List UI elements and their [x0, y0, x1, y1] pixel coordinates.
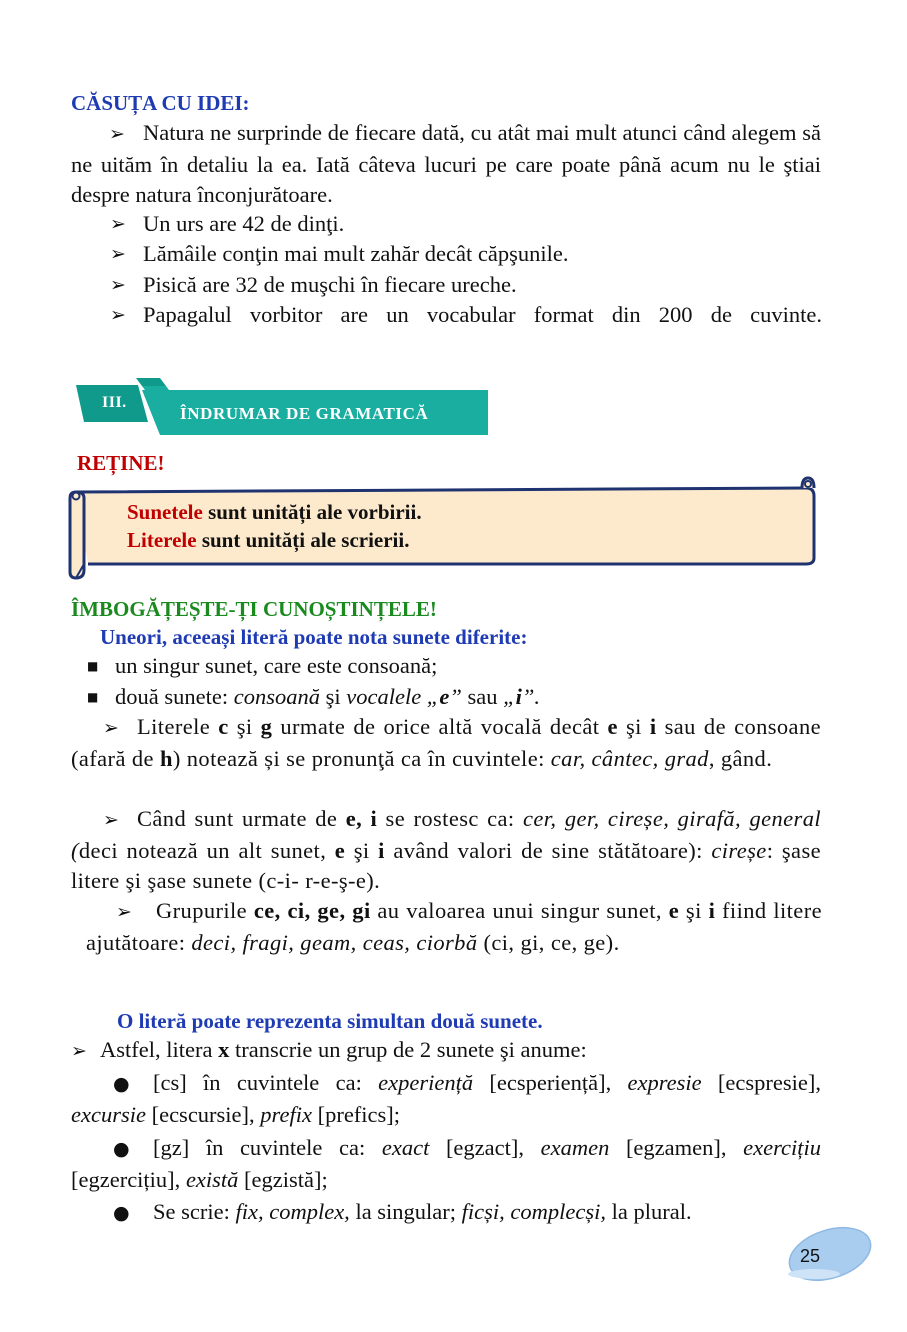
text-run: Când sunt urmate de — [137, 806, 346, 831]
section-banner — [76, 378, 488, 436]
text-run: [egzistă]; — [238, 1166, 328, 1192]
section-number: III. — [102, 394, 127, 411]
page-number: 25 — [800, 1246, 821, 1266]
text-run: ”. — [521, 684, 541, 709]
text-run: e — [439, 684, 450, 709]
square-bullet-icon: ■ — [87, 659, 99, 673]
text-run: (ci, gi, ce, ge). — [477, 929, 620, 955]
text-run: experiență — [378, 1070, 474, 1095]
x-cs-item — [71, 1068, 821, 1130]
bullet-text: un singur sunet, care este consoană; — [115, 653, 438, 678]
text-run: fiind litere ajutătoare: — [86, 898, 822, 955]
text-run: sau — [467, 684, 504, 709]
x-gz-item — [71, 1133, 821, 1195]
text-run: există — [185, 1166, 239, 1192]
text-run: e — [607, 714, 618, 739]
retine-line-litere — [127, 528, 409, 553]
text-run: exercițiu — [743, 1135, 821, 1160]
rule-e-i — [71, 804, 821, 897]
text-run: x — [218, 1037, 230, 1062]
fact-item — [110, 300, 822, 331]
text-run: şi — [228, 714, 261, 739]
casuta-intro — [71, 118, 821, 211]
fact-text: Papagalul vorbitor are un vocabular format din 200 de cuvinte. — [143, 302, 822, 327]
arrowhead-bullet-icon: ➢ — [110, 243, 126, 265]
text-run: cer, ger, cireșe, girafă, general ( — [71, 806, 821, 863]
text-run: [cs] în cuvintele ca: — [153, 1070, 379, 1095]
fact-item — [110, 209, 822, 240]
text-run: fix, complex, — [235, 1199, 350, 1224]
text-run: [ecsperiență], — [473, 1070, 628, 1095]
text-run: la singular; — [349, 1199, 462, 1224]
text-run: ce, ci, ge, gi — [253, 898, 371, 923]
text-run: se rostesc ca: — [377, 806, 523, 831]
text-run: i — [515, 684, 522, 709]
text-run: expresie — [627, 1070, 702, 1095]
text-run: e — [334, 837, 346, 863]
text-run: i — [708, 898, 716, 923]
text-run: şi — [617, 714, 650, 739]
text-run: , gând. — [708, 745, 773, 771]
section-title: ÎNDRUMAR DE GRAMATICĂ — [180, 404, 429, 423]
text-run: car, cântec, grad — [550, 745, 709, 771]
text-run: Astfel, litera — [100, 1037, 219, 1062]
fact-text: Pisică are 32 de muşchi în fiecare ureche. — [143, 272, 517, 297]
term-sunete: Sunetele — [127, 500, 203, 524]
casuta-intro-text: Natura ne surprinde de fiecare dată, cu atât mai mult atunci când alegem să ne uităm în detaliu la ea. Iată câteva lucuri pe care poate până acum nu le ştiai despre natura înconjurătoare. — [71, 120, 821, 207]
text-run: [egzact], — [429, 1135, 541, 1160]
text-run: [ecspresie], — [701, 1070, 821, 1095]
litera-x-heading: O literă poate reprezenta simultan două sunete. — [117, 1009, 543, 1033]
imbogateste-heading: ÎMBOGĂȚEȘTE-ȚI CUNOȘTINȚELE! — [71, 597, 437, 621]
text-run: excursie — [71, 1101, 146, 1127]
term-litere: Literele — [127, 528, 197, 552]
definition-text: sunt unități ale vorbirii. — [202, 500, 422, 524]
rule-c-g — [71, 712, 821, 774]
text-run: e — [668, 898, 680, 923]
text-run: [gz] în cuvintele ca: — [153, 1135, 382, 1160]
fact-item — [110, 270, 822, 301]
arrowhead-bullet-icon: ➢ — [116, 901, 133, 923]
arrowhead-bullet-icon: ➢ — [110, 304, 126, 326]
text-run: h — [159, 745, 173, 771]
text-run: la plural. — [606, 1199, 692, 1224]
text-run: şi — [345, 837, 379, 863]
text-run: [prefics]; — [311, 1101, 401, 1127]
fact-text: Lămâile conţin mai mult zahăr decât căpşunile. — [143, 241, 569, 266]
text-run: sau de consoane (afară de — [71, 714, 821, 771]
text-run: au valoarea unui singur sunet, — [370, 898, 669, 923]
round-bullet-icon: ● — [113, 1202, 130, 1224]
text-run: [egzercițiu], — [71, 1166, 186, 1192]
text-run: Grupurile — [156, 898, 254, 923]
text-run: [ecscursie], — [145, 1101, 261, 1127]
arrowhead-bullet-icon: ➢ — [103, 809, 120, 831]
text-run: Se scrie: — [153, 1199, 236, 1224]
fact-item — [110, 239, 822, 270]
text-run: ficși, complecși, — [461, 1199, 607, 1224]
list-item — [87, 651, 827, 682]
text-run: transcrie un grup de 2 sunete şi anume: — [229, 1037, 587, 1062]
text-run: vocalele „ — [346, 684, 440, 709]
text-run: având valori de sine stătătoare): — [384, 837, 712, 863]
arrowhead-bullet-icon: ➢ — [103, 717, 120, 739]
retine-box — [66, 474, 820, 580]
litera-x-intro — [71, 1035, 821, 1067]
text-run: c — [218, 714, 229, 739]
square-bullet-icon: ■ — [87, 690, 99, 704]
text-run: „ — [503, 684, 516, 709]
text-run: cireșe — [711, 837, 767, 863]
text-run: ” — [449, 684, 468, 709]
arrowhead-bullet-icon: ➢ — [110, 213, 126, 235]
arrowhead-bullet-icon: ➢ — [109, 123, 125, 145]
text-run: i — [649, 714, 657, 739]
text-run: două sunete: — [115, 684, 234, 709]
round-bullet-icon: ● — [113, 1073, 130, 1095]
retine-heading: REȚINE! — [77, 451, 165, 475]
text-run: i — [378, 837, 385, 863]
text-run: g — [260, 714, 273, 739]
arrowhead-bullet-icon: ➢ — [71, 1040, 87, 1062]
text-run: ) notează și se pronunţă ca în cuvintele: — [172, 745, 551, 771]
x-plural-item — [71, 1197, 821, 1229]
badge-shape — [778, 1224, 878, 1284]
page-number-badge — [778, 1224, 878, 1284]
round-bullet-icon: ● — [113, 1138, 130, 1160]
definition-text: sunt unități ale scrierii. — [196, 528, 410, 552]
text-run: prefix — [260, 1101, 312, 1127]
rule-groups — [86, 896, 822, 958]
text-run: şi — [319, 684, 347, 709]
text-run: [egzamen], — [609, 1135, 744, 1160]
text-run: exact — [381, 1135, 430, 1160]
text-run: şi — [679, 898, 709, 923]
text-run: deci notează un alt sunet, — [78, 837, 335, 863]
fact-text: Un urs are 42 de dinţi. — [143, 211, 345, 236]
text-run: Literele — [137, 714, 219, 739]
text-run: examen — [540, 1135, 610, 1160]
text-run: consoană — [233, 684, 320, 709]
retine-line-sunete — [127, 500, 422, 525]
arrowhead-bullet-icon: ➢ — [110, 274, 126, 296]
text-run: e, i — [345, 806, 378, 831]
casuta-heading: CĂSUȚA CU IDEI: — [71, 91, 250, 115]
text-run: : şase litere şi şase sunete (c-i- r-e-ş-e). — [71, 837, 821, 893]
imbogateste-subheading: Uneori, aceeași literă poate nota sunete diferite: — [100, 625, 528, 649]
text-run: deci, fragi, geam, ceas, ciorbă — [191, 929, 478, 955]
text-run: urmate de orice altă vocală decât — [272, 714, 608, 739]
scroll-frame — [66, 474, 820, 580]
list-item — [87, 682, 827, 713]
